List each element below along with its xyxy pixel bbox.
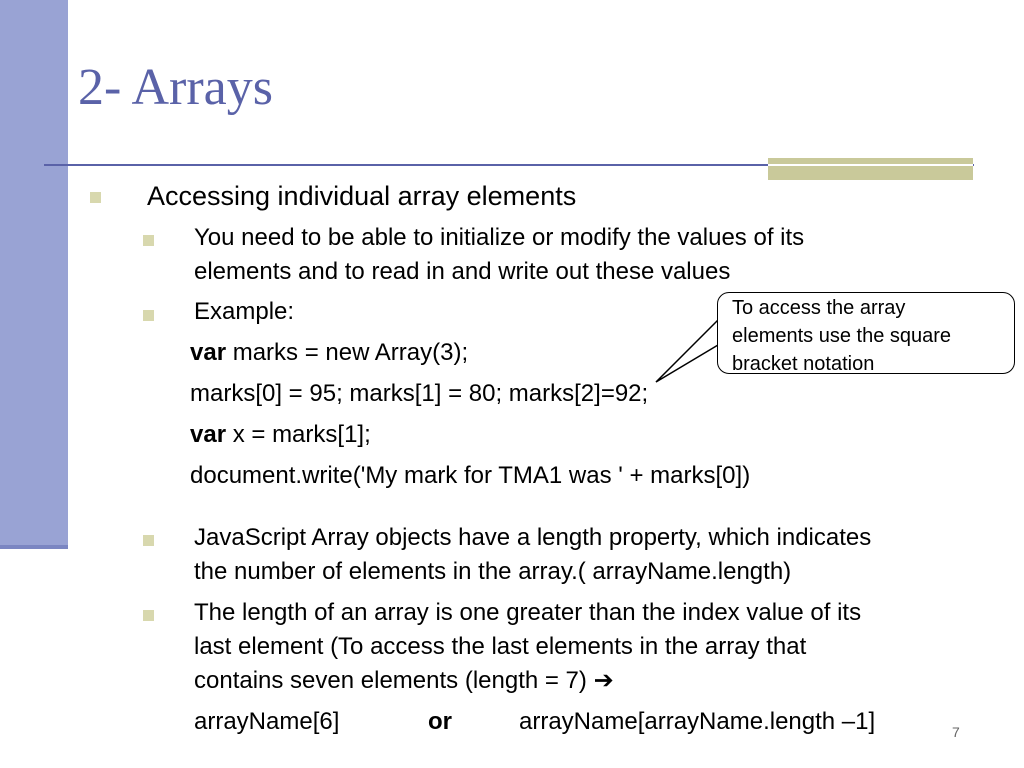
callout-line-3: bracket notation (732, 353, 875, 375)
array-length-example: arrayName[arrayName.length –1] (519, 708, 876, 735)
bullet-sub1-line1: You need to be able to initialize or modify the values of its (194, 224, 805, 251)
left-decorative-bar (0, 0, 68, 548)
bullet-marker (143, 235, 154, 246)
code-keyword: var (190, 339, 227, 366)
callout-text (732, 294, 1012, 378)
code-line-3 (190, 421, 371, 450)
code-line-1 (190, 339, 468, 368)
bullet-example: Example: (194, 298, 295, 325)
bullet-sub3-line2: the number of elements in the array.( arrayName.length) (194, 558, 792, 585)
left-bar-edge (0, 545, 68, 549)
code-line-2: marks[0] = 95; marks[1] = 80; marks[2]=92; (190, 380, 649, 407)
bullet-sub4-line1: The length of an array is one greater than the index value of its (194, 599, 862, 626)
bullet-marker (143, 610, 154, 621)
page-number: 7 (952, 724, 960, 740)
bullet-main: Accessing individual array elements (147, 181, 577, 211)
bullet-sub4-line3: contains seven elements (length = 7) ➔ (194, 667, 614, 694)
bullet-sub1-line2: elements and to read in and write out these values (194, 258, 731, 285)
title-accent-stripe (768, 164, 973, 166)
title-accent-block (768, 158, 973, 180)
bullet-sub4-line2: last element (To access the last elements in the array that (194, 633, 807, 660)
callout-line-2: elements use the square (732, 325, 952, 347)
bullet-marker (143, 535, 154, 546)
bullet-marker (90, 192, 101, 203)
bullet-marker (143, 310, 154, 321)
or-keyword: or (428, 708, 452, 735)
code-line-4: document.write('My mark for TMA1 was ' + marks[0]) (190, 462, 751, 489)
code-text: x = marks[1]; (226, 421, 371, 448)
code-text: marks = new Array(3); (226, 339, 469, 366)
code-keyword: var (190, 421, 227, 448)
array-last-index-example: arrayName[6] (194, 708, 340, 735)
slide-title: 2- Arrays (78, 59, 273, 116)
callout-line-1: To access the array (732, 297, 906, 319)
bullet-sub3-line1: JavaScript Array objects have a length property, which indicates (194, 524, 872, 551)
